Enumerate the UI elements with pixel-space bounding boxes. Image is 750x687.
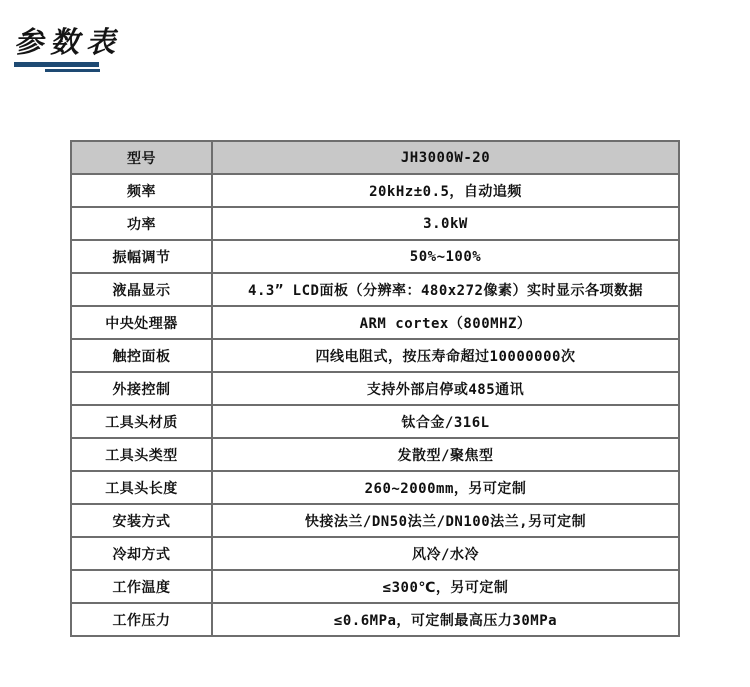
- spec-value-cell: 钛合金/316L: [212, 405, 679, 438]
- spec-label-cell: 功率: [71, 207, 212, 240]
- spec-value-cell: ARM cortex（800MHZ）: [212, 306, 679, 339]
- spec-value-cell: 支持外部启停或485通讯: [212, 372, 679, 405]
- title-underline-primary: [14, 62, 99, 67]
- spec-value-cell: 20kHz±0.5，自动追频: [212, 174, 679, 207]
- spec-value-cell: ≤300℃，另可定制: [212, 570, 679, 603]
- spec-value-cell: 风冷/水冷: [212, 537, 679, 570]
- table-row: [71, 438, 679, 471]
- spec-value-cell: 3.0kW: [212, 207, 679, 240]
- spec-label-cell: 液晶显示: [71, 273, 212, 306]
- spec-label-cell: 工具头长度: [71, 471, 212, 504]
- table-row: [71, 603, 679, 636]
- table-row: [71, 339, 679, 372]
- table-row: [71, 207, 679, 240]
- spec-value-cell: 50%~100%: [212, 240, 679, 273]
- spec-value-cell: 快接法兰/DN50法兰/DN100法兰,另可定制: [212, 504, 679, 537]
- spec-label-cell: 安装方式: [71, 504, 212, 537]
- page-title-block: [14, 20, 214, 61]
- table-header-row: [71, 141, 679, 174]
- spec-label-cell: 工具头类型: [71, 438, 212, 471]
- spec-label-cell: 中央处理器: [71, 306, 212, 339]
- spec-label-cell: 工作压力: [71, 603, 212, 636]
- table-row: [71, 537, 679, 570]
- spec-table-body: [71, 174, 679, 636]
- model-label-cell: 型号: [71, 141, 212, 174]
- spec-value-cell: 四线电阻式，按压寿命超过10000000次: [212, 339, 679, 372]
- spec-label-cell: 冷却方式: [71, 537, 212, 570]
- spec-table: [70, 140, 680, 637]
- page-title: 参数表: [14, 25, 123, 59]
- spec-label-cell: 工具头材质: [71, 405, 212, 438]
- table-row: [71, 405, 679, 438]
- spec-value-cell: ≤0.6MPa，可定制最高压力30MPa: [212, 603, 679, 636]
- table-row: [71, 372, 679, 405]
- table-row: [71, 504, 679, 537]
- spec-value-cell: 260~2000mm，另可定制: [212, 471, 679, 504]
- spec-label-cell: 振幅调节: [71, 240, 212, 273]
- table-row: [71, 471, 679, 504]
- spec-value-cell: 4.3” LCD面板（分辨率：480x272像素）实时显示各项数据: [212, 273, 679, 306]
- table-row: [71, 174, 679, 207]
- spec-label-cell: 频率: [71, 174, 212, 207]
- table-row: [71, 273, 679, 306]
- title-underline-secondary: [45, 69, 100, 72]
- spec-label-cell: 外接控制: [71, 372, 212, 405]
- spec-label-cell: 工作温度: [71, 570, 212, 603]
- spec-value-cell: 发散型/聚焦型: [212, 438, 679, 471]
- table-row: [71, 240, 679, 273]
- table-row: [71, 570, 679, 603]
- table-row: [71, 306, 679, 339]
- spec-label-cell: 触控面板: [71, 339, 212, 372]
- model-value-cell: JH3000W-20: [212, 141, 679, 174]
